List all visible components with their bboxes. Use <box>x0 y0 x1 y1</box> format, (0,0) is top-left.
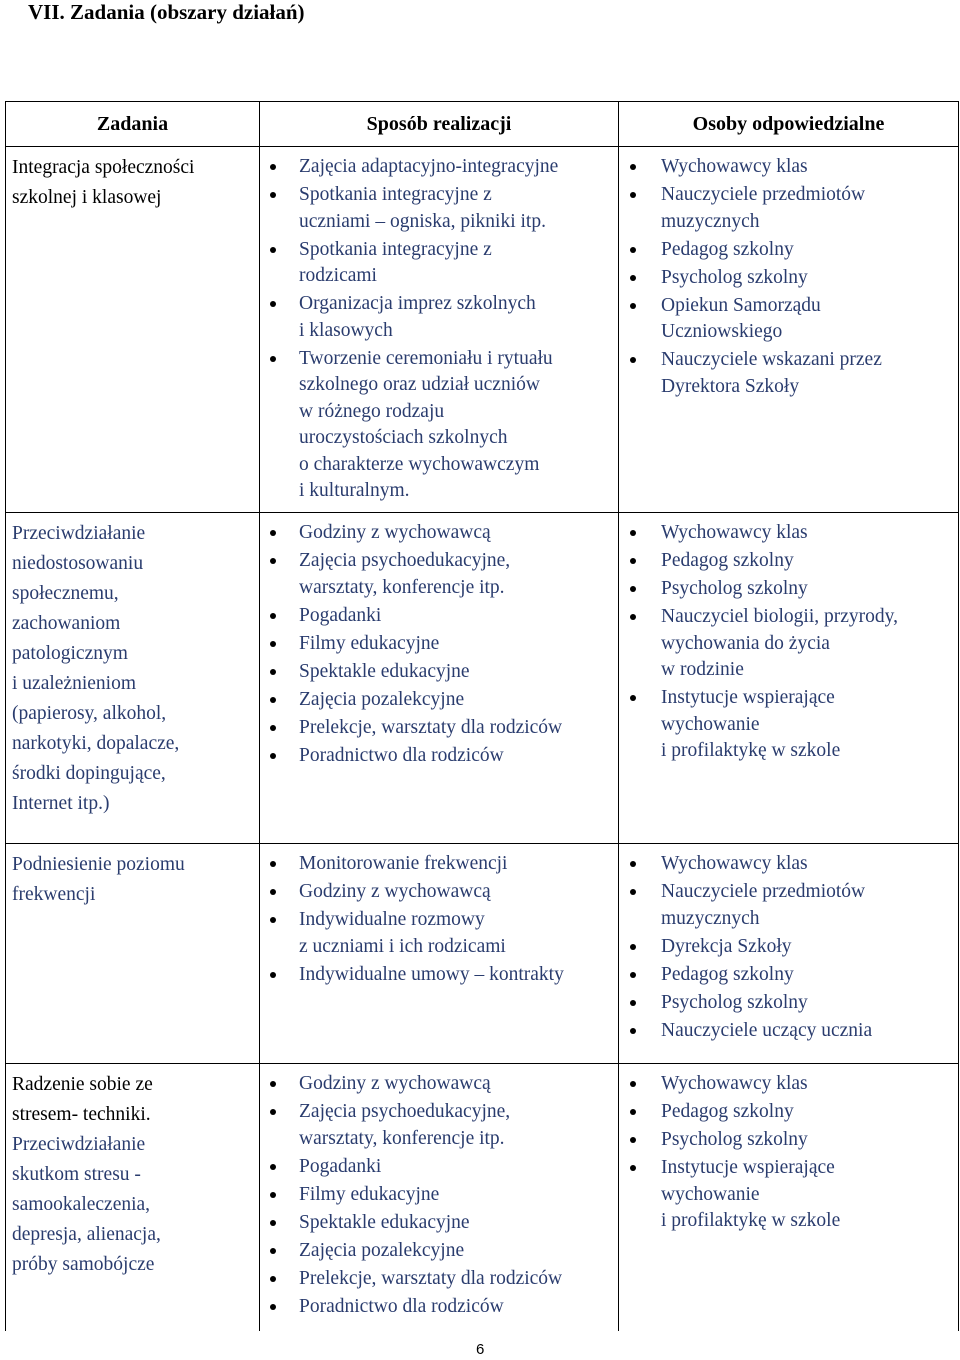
item-line: i kulturalnym. <box>299 480 410 501</box>
method-item <box>264 1182 614 1209</box>
item-line: Zajęcia pozalekcyjne <box>299 1239 465 1261</box>
method-item <box>264 743 614 770</box>
task-line: Przeciwdziałanie <box>12 523 146 544</box>
responsible-item <box>623 879 954 932</box>
section-heading: VII. Zadania (obszary działań) <box>28 0 305 24</box>
task-line: stresem- techniki. <box>12 1104 151 1125</box>
item-line: Prelekcje, warsztaty dla rodziców <box>299 716 563 738</box>
method-item <box>264 879 614 906</box>
responsible-list <box>623 1071 954 1235</box>
task-line: samookaleczenia, <box>12 1194 151 1215</box>
item-line: uroczystościach szkolnych <box>299 427 508 448</box>
responsible-list <box>623 154 954 400</box>
item-line: Godziny z wychowawcą <box>299 881 491 902</box>
item-line: Wychowawcy klas <box>661 522 808 543</box>
responsible-item <box>623 1071 954 1098</box>
responsible-item <box>623 1099 954 1126</box>
method-item <box>264 1071 614 1098</box>
item-line: muzycznych <box>661 210 760 232</box>
item-line: Wychowawcy klas <box>661 853 808 874</box>
item-line: Prelekcje, warsztaty dla rodziców <box>299 1267 563 1289</box>
methods-list <box>264 1071 614 1320</box>
task-cell <box>6 844 260 1064</box>
methods-cell <box>260 513 619 844</box>
item-line: Spotkania integracyjne z <box>299 184 492 205</box>
method-item <box>264 659 614 686</box>
responsible-item <box>623 962 954 989</box>
task-line: Radzenie sobie ze <box>12 1074 153 1095</box>
item-line: Psycholog szkolny <box>661 266 808 288</box>
responsible-item <box>623 685 954 765</box>
task-line: skutkom stresu - <box>12 1164 141 1185</box>
method-item <box>264 346 614 505</box>
column-header-tasks: Zadania <box>6 102 260 147</box>
method-item <box>264 715 614 742</box>
item-line: i profilaktykę w szkole <box>661 1210 841 1231</box>
task-line: depresja, alienacja, <box>12 1224 161 1245</box>
responsible-item <box>623 182 954 235</box>
item-line: Dyrekcja Szkoły <box>661 935 792 957</box>
responsible-item <box>623 154 954 181</box>
item-line: w rodzinie <box>661 659 744 680</box>
item-line: szkolnego oraz udział uczniów <box>299 374 540 395</box>
responsible-item <box>623 1018 954 1045</box>
item-line: Nauczyciele przedmiotów <box>661 184 866 205</box>
task-line: społecznemu, <box>12 583 119 604</box>
task-line: zachowaniom <box>12 613 121 634</box>
responsible-item <box>623 604 954 684</box>
method-item <box>264 520 614 547</box>
item-line: Nauczyciele przedmiotów <box>661 881 866 902</box>
method-item <box>264 291 614 344</box>
methods-list <box>264 520 614 769</box>
item-line: Spektakle edukacyjne <box>299 660 470 682</box>
item-line: Nauczyciele uczący ucznia <box>661 1019 873 1041</box>
task-line: frekwencji <box>12 884 96 905</box>
item-line: warsztaty, konferencje itp. <box>299 576 505 598</box>
item-line: Wychowawcy klas <box>661 156 808 177</box>
method-item <box>264 1154 614 1181</box>
method-item <box>264 851 614 878</box>
column-header-methods: Sposób realizacji <box>260 102 619 147</box>
method-item <box>264 962 614 989</box>
responsible-item <box>623 347 954 400</box>
item-line: Psycholog szkolny <box>661 991 808 1013</box>
item-line: i profilaktykę w szkole <box>661 740 841 761</box>
responsible-list <box>623 851 954 1044</box>
task-cell <box>6 513 260 844</box>
responsible-item <box>623 293 954 346</box>
responsible-item <box>623 265 954 292</box>
task-line: (papierosy, alkohol, <box>12 703 167 724</box>
item-line: Zajęcia adaptacyjno-integracyjne <box>299 156 559 177</box>
method-item <box>264 1210 614 1237</box>
item-line: Dyrektora Szkoły <box>661 375 800 397</box>
table-row <box>6 147 959 513</box>
item-line: wychowanie <box>661 1183 760 1205</box>
item-line: Instytucje wspierające <box>661 1157 835 1178</box>
table-row <box>6 513 959 844</box>
methods-cell <box>260 1064 619 1332</box>
task-line: Przeciwdziałanie <box>12 1134 146 1155</box>
responsible-item <box>623 1155 954 1235</box>
item-line: muzycznych <box>661 907 760 929</box>
item-line: Zajęcia psychoedukacyjne, <box>299 550 511 571</box>
item-line: Godziny z wychowawcą <box>299 522 491 543</box>
item-line: wychowania do życia <box>661 632 830 654</box>
methods-cell <box>260 844 619 1064</box>
task-line: narkotyki, dopalacze, <box>12 733 180 754</box>
task-line: niedostosowaniu <box>12 553 144 574</box>
method-item <box>264 631 614 658</box>
item-line: Pedagog szkolny <box>661 550 794 571</box>
item-line: w różnego rodzaju <box>299 400 445 422</box>
method-item <box>264 182 614 235</box>
methods-list <box>264 154 614 505</box>
responsible-cell <box>619 513 959 844</box>
method-item <box>264 603 614 630</box>
method-item <box>264 548 614 601</box>
column-header-responsible: Osoby odpowiedzialne <box>619 102 959 147</box>
task-line: próby samobójcze <box>12 1254 155 1275</box>
item-line: Indywidualne rozmowy <box>299 909 485 930</box>
method-item <box>264 154 614 181</box>
item-line: Zajęcia psychoedukacyjne, <box>299 1101 511 1122</box>
item-line: Pedagog szkolny <box>661 1101 794 1122</box>
page-number: 6 <box>476 1341 485 1358</box>
item-line: Poradnictwo dla rodziców <box>299 744 504 766</box>
item-line: Organizacja imprez szkolnych <box>299 293 536 314</box>
item-line: Uczniowskiego <box>661 321 783 342</box>
task-line: Internet itp.) <box>12 793 110 814</box>
item-line: i klasowych <box>299 319 393 341</box>
task-line: Integracja społeczności <box>12 157 195 178</box>
item-line: Instytucje wspierające <box>661 687 835 708</box>
item-line: Filmy edukacyjne <box>299 1183 440 1205</box>
item-line: Wychowawcy klas <box>661 1073 808 1094</box>
item-line: Zajęcia pozalekcyjne <box>299 688 465 710</box>
tasks-table <box>5 101 959 1331</box>
item-line: Poradnictwo dla rodziców <box>299 1295 504 1317</box>
responsible-cell <box>619 1064 959 1332</box>
responsible-item <box>623 851 954 878</box>
responsible-item <box>623 990 954 1017</box>
responsible-cell <box>619 844 959 1064</box>
method-item <box>264 1099 614 1152</box>
responsible-item <box>623 1127 954 1154</box>
item-line: Psycholog szkolny <box>661 578 808 599</box>
responsible-list <box>623 520 954 765</box>
item-line: Pedagog szkolny <box>661 238 794 260</box>
item-line: wychowanie <box>661 713 760 735</box>
item-line: Nauczyciel biologii, przyrody, <box>661 606 898 627</box>
item-line: Opiekun Samorządu <box>661 294 821 316</box>
item-line: Pogadanki <box>299 604 382 626</box>
task-line: szkolnej i klasowej <box>12 187 162 208</box>
responsible-item <box>623 237 954 264</box>
item-line: Spektakle edukacyjne <box>299 1211 470 1233</box>
task-line: środki dopingujące, <box>12 763 166 784</box>
item-line: Indywidualne umowy – kontrakty <box>299 963 564 985</box>
responsible-item <box>623 576 954 603</box>
item-line: Pedagog szkolny <box>661 963 794 985</box>
method-item <box>264 1266 614 1293</box>
item-line: Monitorowanie frekwencji <box>299 853 508 874</box>
item-line: o charakterze wychowawczym <box>299 453 540 475</box>
item-line: Pogadanki <box>299 1155 382 1177</box>
responsible-item <box>623 520 954 547</box>
item-line: Filmy edukacyjne <box>299 632 440 654</box>
item-line: Psycholog szkolny <box>661 1129 808 1150</box>
task-line: patologicznym <box>12 643 128 664</box>
item-line: Tworzenie ceremoniału i rytuału <box>299 347 553 369</box>
table-row <box>6 1064 959 1332</box>
item-line: warsztaty, konferencje itp. <box>299 1127 505 1149</box>
item-line: rodzicami <box>299 265 377 286</box>
method-item <box>264 687 614 714</box>
methods-list <box>264 851 614 988</box>
responsible-item <box>623 548 954 575</box>
responsible-item <box>623 934 954 961</box>
method-item <box>264 237 614 290</box>
task-cell <box>6 147 260 513</box>
task-line: Podniesienie poziomu <box>12 854 185 875</box>
responsible-cell <box>619 147 959 513</box>
method-item <box>264 1238 614 1265</box>
item-line: Nauczyciele wskazani przez <box>661 349 882 370</box>
item-line: uczniami – ogniska, pikniki itp. <box>299 210 546 232</box>
table-row <box>6 844 959 1064</box>
methods-cell <box>260 147 619 513</box>
method-item <box>264 907 614 960</box>
task-cell <box>6 1064 260 1332</box>
item-line: Spotkania integracyjne z <box>299 238 492 260</box>
item-line: z uczniami i ich rodzicami <box>299 935 506 957</box>
method-item <box>264 1294 614 1321</box>
task-line: i uzależnieniom <box>12 673 136 694</box>
table-header-row <box>6 102 959 147</box>
item-line: Godziny z wychowawcą <box>299 1073 491 1094</box>
